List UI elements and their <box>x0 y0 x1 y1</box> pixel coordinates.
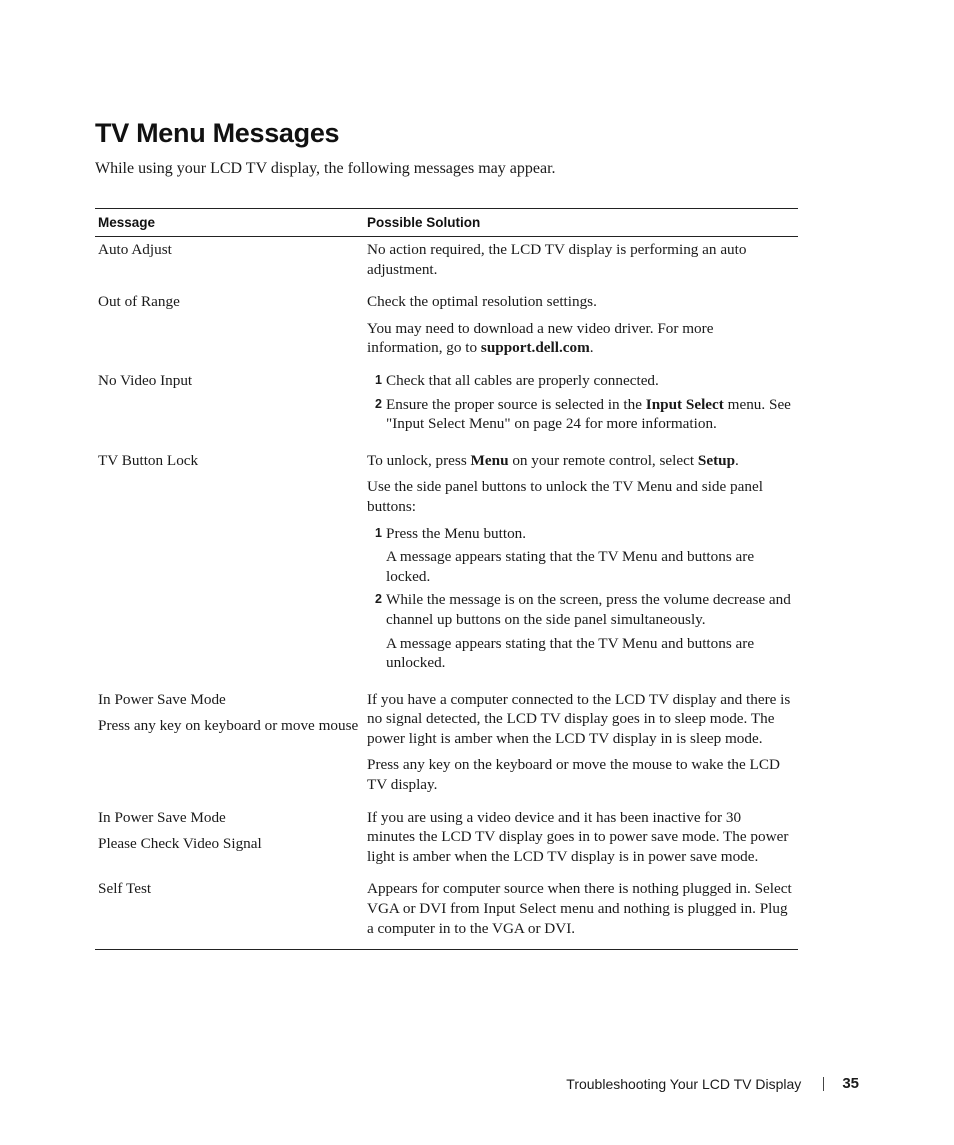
step-result-text <box>386 634 792 673</box>
solution-paragraph <box>367 690 792 749</box>
text-run: . <box>735 451 739 469</box>
step-number: 1 <box>375 525 382 540</box>
text-run: Ensure the proper source is selected in the <box>386 395 646 413</box>
message-cell <box>95 371 364 438</box>
solution-paragraph <box>367 879 792 938</box>
text-run: While the message is on the screen, press the volume decrease and channel up buttons on the side panel simultaneously. <box>386 591 791 628</box>
table-row <box>95 449 798 688</box>
step-text <box>386 395 792 434</box>
solution-cell <box>364 808 798 867</box>
message-text: TV Button Lock <box>98 451 199 469</box>
text-run: You may need to download a new video driver. For more information, go to <box>367 319 714 357</box>
footer-separator <box>823 1077 824 1091</box>
solution-cell <box>364 879 798 938</box>
solution-cell <box>364 292 798 358</box>
header-solution: Possible Solution <box>367 215 481 230</box>
message-cell <box>95 292 364 358</box>
page-number: 35 <box>842 1075 859 1092</box>
solution-cell <box>364 371 798 438</box>
numbered-step <box>367 371 792 391</box>
bold-term: support.dell.com <box>480 339 590 357</box>
text-run: A message appears stating that the TV Menu and buttons are unlocked. <box>386 634 755 672</box>
table-row <box>95 877 798 949</box>
intro-text: While using your LCD TV display, the following messages may appear. <box>95 160 556 177</box>
text-run: If you have a computer connected to the LCD TV display and there is no signal detected, the LCD TV display goes in to sleep mode. The power light is amber when the LCD TV display in is sleep mode. <box>367 690 791 747</box>
text-run: Appears for computer source when there is nothing plugged in. Select VGA or DVI from Input Select menu and nothing is plugged in. Plug a computer in to the VGA or DVI. <box>367 880 792 937</box>
table-row <box>95 688 798 806</box>
message-text: Out of Range <box>98 293 180 311</box>
table-header <box>95 209 798 237</box>
message-text: No Video Input <box>98 371 193 389</box>
text-run: menu. See "Input Select Menu" on page 24 for more information. <box>386 395 791 433</box>
step-text <box>386 524 792 544</box>
message-cell <box>95 690 364 795</box>
text-run: Check that all cables are properly connected. <box>386 371 659 389</box>
messages-table <box>95 208 798 950</box>
message-cell <box>95 451 364 677</box>
solution-paragraph <box>367 292 792 312</box>
step-text <box>386 590 792 629</box>
bold-term: Setup <box>697 451 736 469</box>
numbered-step <box>367 395 792 434</box>
table-row <box>95 806 798 878</box>
message-text: In Power Save Mode <box>98 690 226 708</box>
solution-cell <box>364 451 798 677</box>
text-run: Use the side panel buttons to unlock the TV Menu and side panel buttons: <box>367 478 763 515</box>
step-number: 1 <box>375 372 382 387</box>
table-body <box>95 237 798 949</box>
step-number: 2 <box>375 396 382 411</box>
text-run: No action required, the LCD TV display is performing an auto adjustment. <box>367 241 747 278</box>
bold-term: Menu <box>470 451 509 469</box>
text-run: To unlock, press <box>367 451 471 469</box>
step-text <box>386 371 792 391</box>
message-cell <box>95 808 364 867</box>
text-run: Check the optimal resolution settings. <box>367 293 597 311</box>
solution-paragraph <box>367 451 792 471</box>
text-run: Press any key on the keyboard or move the mouse to wake the LCD TV display. <box>367 756 780 794</box>
solution-cell <box>364 690 798 795</box>
step-number: 2 <box>375 592 382 607</box>
solution-paragraph <box>367 319 792 358</box>
text-run: on your remote control, select <box>508 451 698 469</box>
solution-paragraph <box>367 240 792 279</box>
message-text: Self Test <box>98 880 152 898</box>
table-row <box>95 369 798 449</box>
message-cell <box>95 879 364 938</box>
text-run: A message appears stating that the TV Menu and buttons are locked. <box>386 548 755 585</box>
solution-paragraph <box>367 477 792 516</box>
header-message: Message <box>98 215 156 230</box>
page-title: TV Menu Messages <box>95 118 340 148</box>
step-result-text <box>386 547 792 586</box>
solution-cell <box>364 240 798 279</box>
numbered-step <box>367 590 792 629</box>
page-footer <box>566 1075 859 1092</box>
solution-paragraph <box>367 808 792 867</box>
message-cell <box>95 240 364 279</box>
message-text: Press any key on keyboard or move mouse <box>98 717 359 735</box>
footer-section-title: Troubleshooting Your LCD TV Display <box>566 1075 802 1092</box>
message-text: Auto Adjust <box>98 241 172 258</box>
table-row <box>95 237 798 290</box>
bold-term: Input Select <box>645 395 724 413</box>
text-run: . <box>589 339 594 357</box>
text-run: If you are using a video device and it has been inactive for 30 minutes the LCD TV display goes in to power save mode. The power light is amber when the LCD TV display is in power save mode. <box>367 808 789 865</box>
text-run: Press the Menu button. <box>386 524 527 542</box>
table-row <box>95 290 798 369</box>
message-text: In Power Save Mode <box>98 808 226 826</box>
numbered-step <box>367 524 792 544</box>
solution-paragraph <box>367 755 792 794</box>
message-text: Please Check Video Signal <box>98 835 262 853</box>
